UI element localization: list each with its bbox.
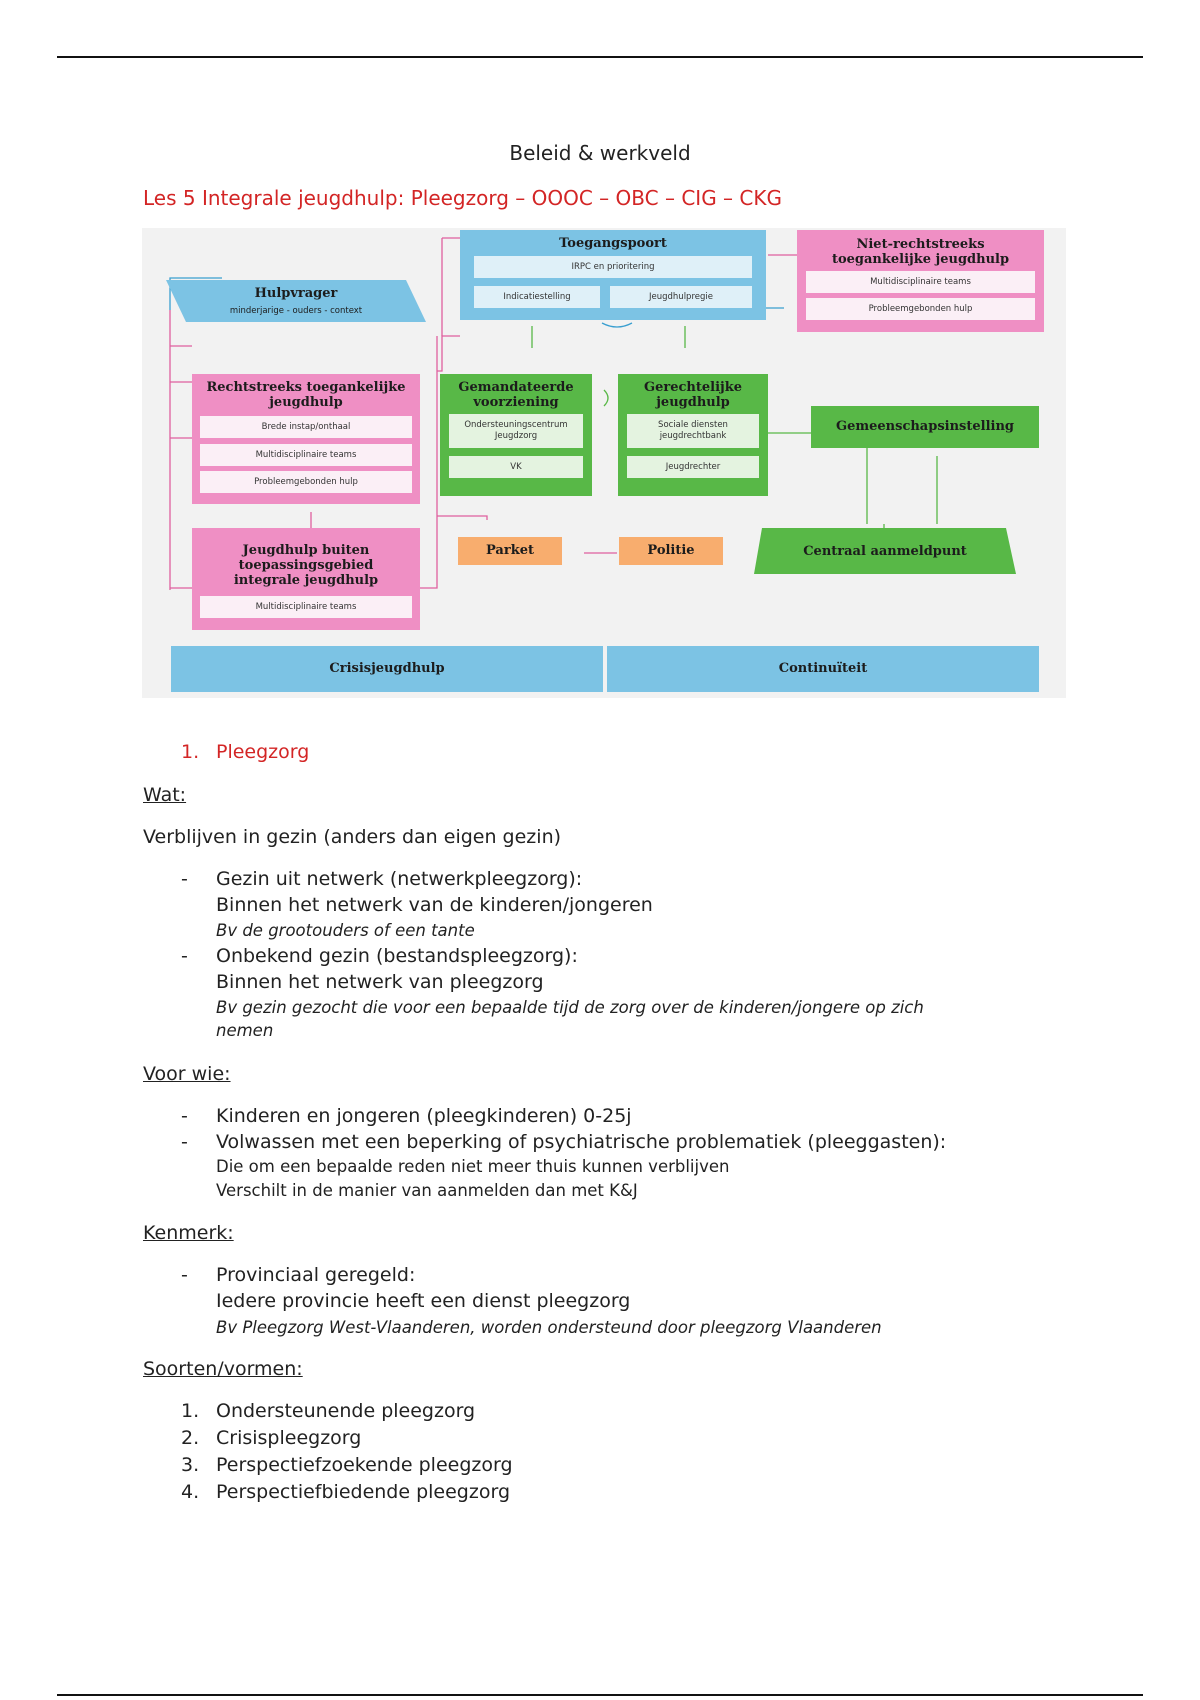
list-number: 3. [181, 1454, 200, 1476]
rechtstreeks-title-2: jeugdhulp [269, 395, 343, 410]
gerechtelijke-sub1-line2: jeugdrechtbank [659, 431, 727, 441]
toegangspoort-box [460, 230, 766, 320]
page-title: Beleid & werkveld [509, 141, 691, 165]
bullet-main: Kinderen en jongeren (pleegkinderen) 0-25j [216, 1105, 632, 1127]
rechtstreeks-sub1: Brede instap/onthaal [200, 416, 412, 438]
bottom-rule [57, 1694, 1143, 1696]
bullet-example-line2: nemen [216, 1021, 274, 1040]
gemandateerde-sub2: VK [449, 456, 583, 478]
gemandateerde-sub1 [449, 414, 583, 448]
bullet-example: Bv de grootouders of een tante [216, 921, 475, 940]
politie-box: Politie [619, 537, 723, 565]
bullet-sub: Binnen het netwerk van pleegzorg [216, 971, 544, 993]
bullet-main: Onbekend gezin (bestandspleegzorg): [216, 945, 578, 967]
continuiteit-bar: Continuïteit [607, 646, 1039, 692]
hulpvrager-sub: minderjarige - ouders - context [229, 306, 363, 316]
hulpvrager-box [166, 280, 426, 322]
section-number: 1. [181, 741, 200, 763]
list-item: Perspectiefzoekende pleegzorg [216, 1454, 513, 1476]
bullet-main: Gezin uit netwerk (netwerkpleegzorg): [216, 868, 583, 890]
soorten-label: Soorten/vormen: [143, 1358, 303, 1380]
wat-text: Verblijven in gezin (anders dan eigen gezin) [143, 826, 562, 848]
niet-rechtstreeks-sub1: Multidisciplinaire teams [806, 271, 1035, 293]
bullet-sub: Die om een bepaalde reden niet meer thuis kunnen verblijven [216, 1157, 730, 1176]
jeugdhulp-diagram [142, 228, 1066, 698]
parket-box: Parket [458, 537, 562, 565]
gemandateerde-box [440, 374, 592, 496]
bullet-main: Volwassen met een beperking of psychiatrische problematiek (pleeggasten): [216, 1131, 947, 1153]
toegangspoort-sub1: IRPC en prioritering [474, 256, 752, 278]
centraal-title: Centraal aanmeldpunt [803, 544, 967, 559]
niet-rechtstreeks-title-2: toegankelijke jeugdhulp [831, 252, 1010, 267]
bullet-example-line1: Bv gezin gezocht die voor een bepaalde tijd de zorg over de kinderen/jongere op zich [216, 998, 924, 1017]
toegangspoort-title: Toegangspoort [559, 236, 667, 251]
toegangspoort-sub2: Indicatiestelling [474, 286, 600, 308]
bullet-sub: Iedere provincie heeft een dienst pleegzorg [216, 1290, 631, 1312]
gemandateerde-sub1-line2: Jeugdzorg [494, 431, 538, 441]
niet-rechtstreeks-sub2: Probleemgebonden hulp [806, 298, 1035, 320]
list-item: Ondersteunende pleegzorg [216, 1400, 476, 1422]
toegangspoort-sub3: Jeugdhulpregie [610, 286, 752, 308]
hulpvrager-title: Hulpvrager [254, 286, 338, 301]
lesson-title: Les 5 Integrale jeugdhulp: Pleegzorg – OOOC – OBC – CIG – CKG [143, 186, 782, 210]
list-item: Crisispleegzorg [216, 1427, 362, 1449]
list-item: Perspectiefbiedende pleegzorg [216, 1481, 511, 1503]
gerechtelijke-sub2: Jeugdrechter [627, 456, 759, 478]
gemandateerde-title-1: Gemandateerde [458, 380, 574, 395]
gerechtelijke-title-1: Gerechtelijke [644, 380, 742, 395]
gemandateerde-sub1-line1: Ondersteuningscentrum [464, 420, 568, 430]
wat-label: Wat: [143, 784, 187, 806]
gerechtelijke-sub1 [627, 414, 759, 448]
top-rule [57, 56, 1143, 58]
rechtstreeks-box [192, 374, 420, 504]
list-number: 1. [181, 1400, 200, 1422]
bullet-example: Bv Pleegzorg West-Vlaanderen, worden ondersteund door pleegzorg Vlaanderen [216, 1318, 882, 1337]
list-number: 4. [181, 1481, 200, 1503]
bullet-dash: - [181, 1131, 188, 1153]
jeugdhulp-buiten-box [192, 528, 420, 630]
bullet-dash: - [181, 1264, 188, 1286]
rechtstreeks-title-1: Rechtstreeks toegankelijke [206, 380, 406, 395]
rechtstreeks-sub3: Probleemgebonden hulp [200, 471, 412, 493]
rechtstreeks-sub2: Multidisciplinaire teams [200, 444, 412, 466]
kenmerk-label: Kenmerk: [143, 1222, 234, 1244]
bullet-dash: - [181, 945, 188, 967]
buiten-sub: Multidisciplinaire teams [200, 596, 412, 618]
buiten-title-1: Jeugdhulp buiten [242, 543, 370, 558]
bullet-sub: Verschilt in de manier van aanmelden dan met K&J [216, 1181, 638, 1200]
gerechtelijke-sub1-line1: Sociale diensten [658, 420, 728, 430]
gemandateerde-title-2: voorziening [473, 395, 559, 410]
section-title: Pleegzorg [216, 741, 310, 763]
bullet-sub: Binnen het netwerk van de kinderen/jongeren [216, 894, 653, 916]
niet-rechtstreeks-box [797, 230, 1044, 332]
gemeenschapsinstelling-box: Gemeenschapsinstelling [811, 406, 1039, 448]
niet-rechtstreeks-title-1: Niet-rechtstreeks [856, 237, 985, 252]
list-number: 2. [181, 1427, 200, 1449]
centraal-aanmeldpunt-box [754, 528, 1016, 574]
gerechtelijke-title-2: jeugdhulp [656, 395, 730, 410]
crisisjeugdhulp-bar: Crisisjeugdhulp [171, 646, 603, 692]
buiten-title-2: toepassingsgebied [238, 558, 374, 573]
bullet-main: Provinciaal geregeld: [216, 1264, 416, 1286]
bullet-dash: - [181, 868, 188, 890]
buiten-title-3: integrale jeugdhulp [233, 573, 379, 588]
gerechtelijke-box [618, 374, 768, 496]
bullet-dash: - [181, 1105, 188, 1127]
voor-wie-label: Voor wie: [143, 1063, 231, 1085]
